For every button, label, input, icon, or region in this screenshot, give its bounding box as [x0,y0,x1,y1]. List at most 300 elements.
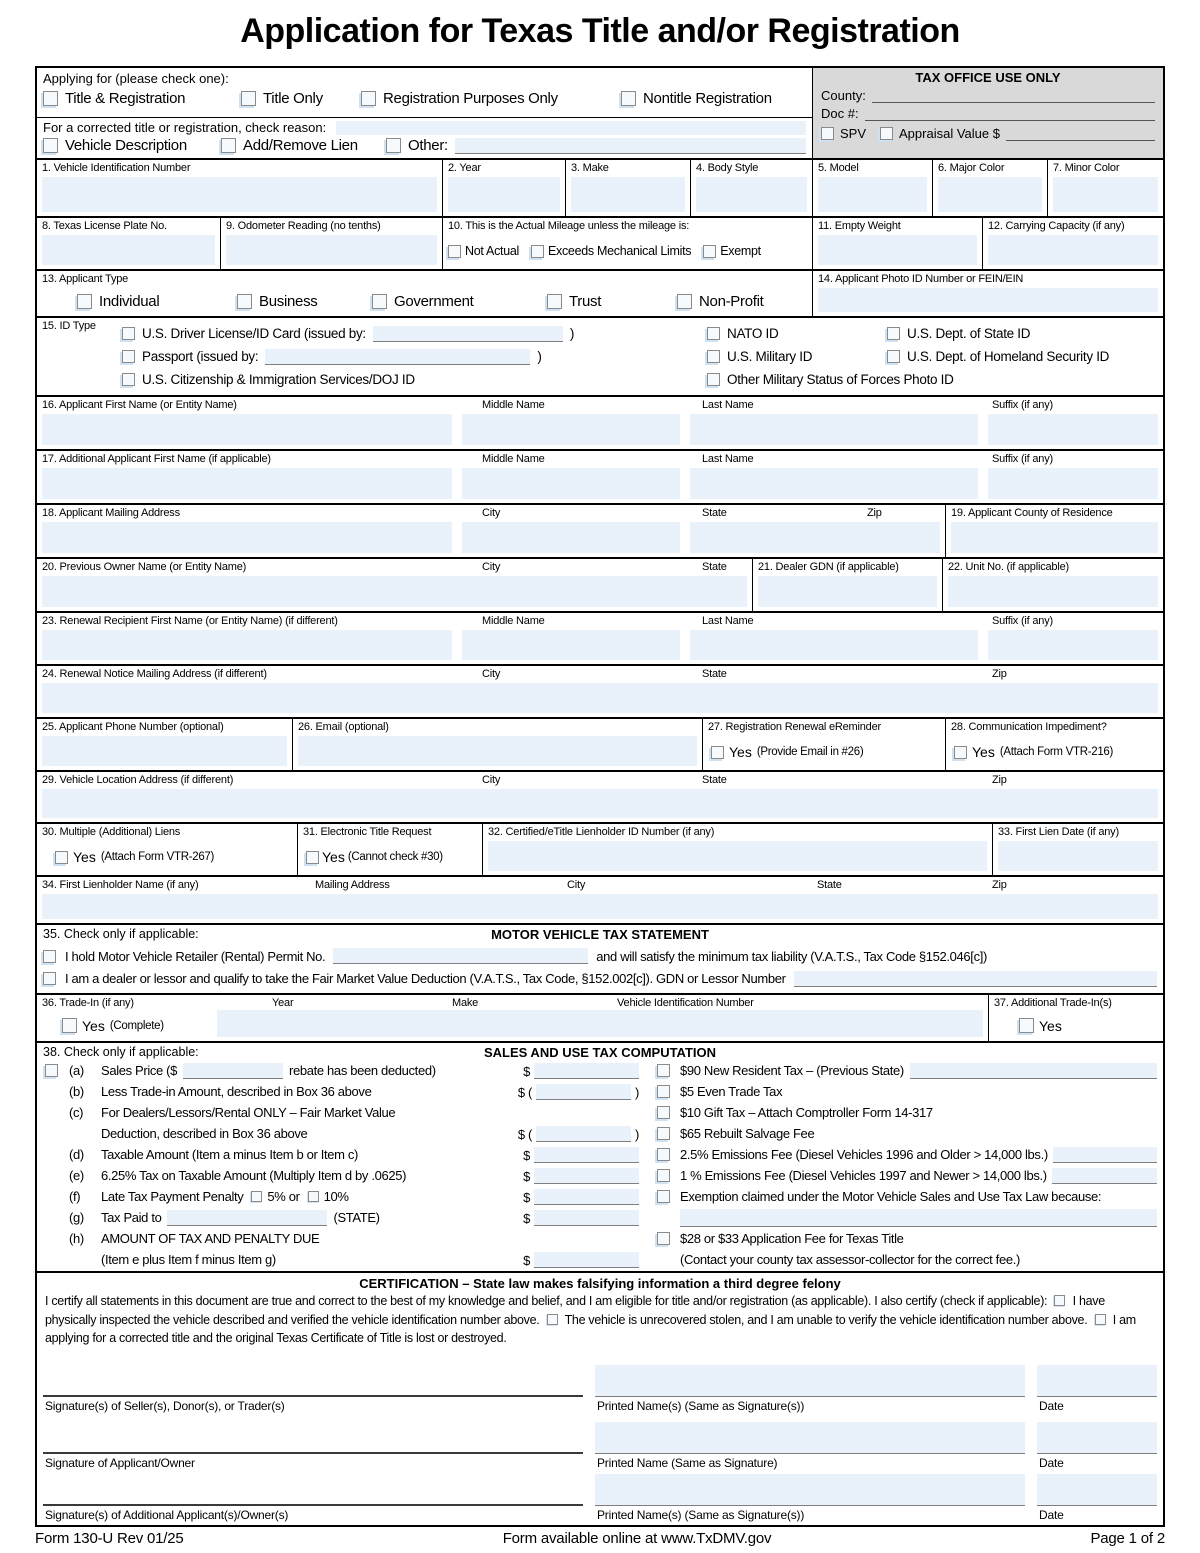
option-non-profit[interactable] [677,293,764,310]
suffix-field[interactable] [988,468,1158,499]
government-checkbox[interactable] [372,294,387,309]
mailing-address-row [37,505,1163,559]
paren: ) [537,349,542,365]
option-title-registration[interactable] [43,90,241,107]
tax-computation-heading: SALES AND USE TAX COMPUTATION [483,1045,717,1060]
yes-note: (Provide Email in #26) [756,746,864,758]
retailer-permit-option[interactable] [43,946,1157,967]
trade-in-amount-field[interactable] [536,1084,631,1100]
suffix-label: Suffix (if any) [992,399,1053,411]
dealer-gdn-label: 21. Dealer GDN (if applicable) [758,561,899,573]
body-style-field[interactable] [696,177,807,212]
tax-computation-label: 38. Check only if applicable: [43,1045,199,1059]
option-passport[interactable] [122,349,707,365]
dollar-sign: $ ( [517,1084,533,1100]
applicant-signature-line[interactable] [43,1452,583,1454]
tax-on-taxable-field[interactable] [534,1168,639,1184]
year-label: 2. Year [448,162,481,174]
option-label: U.S. Military ID [727,349,813,365]
option-business[interactable] [237,293,372,310]
option-text: $65 Rebuilt Salvage Fee [680,1126,815,1141]
dealer-gdn-field[interactable] [758,576,937,607]
even-trade-tax-checkbox[interactable] [657,1085,670,1098]
vehicle-description-checkbox[interactable] [43,138,58,153]
passport-checkbox[interactable] [122,350,135,363]
inspected-vehicle-checkbox[interactable] [1054,1295,1065,1306]
seller-date-field[interactable] [1037,1365,1157,1397]
exemption-reason-field[interactable] [680,1209,1157,1227]
major-color-field[interactable] [938,177,1042,212]
option-label: Exempt [720,244,761,258]
additional-trade-in-yes-checkbox[interactable] [1019,1018,1034,1033]
applicant-type-label: 13. Applicant Type [42,273,129,285]
tax-office-box [812,68,1163,158]
applicant-signature-label: Signature of Applicant/Owner [45,1456,195,1470]
first-lienholder-field[interactable] [42,894,1158,919]
suffix-field[interactable] [988,630,1158,660]
additional-applicant-name-row [37,451,1163,505]
driver-license-checkbox[interactable] [122,327,135,340]
trade-in-make-label: Make [452,997,479,1009]
appraisal-label: Appraisal Value $ [899,126,1000,141]
county-label: County: [821,88,866,103]
additional-date-field[interactable] [1037,1474,1157,1506]
certification-check1: I have physically inspected the vehicle described and verified the vehicle identification number above. [45,1294,1105,1327]
lienholder-id-field[interactable] [488,841,987,871]
page-footer [35,1530,1165,1547]
plate-label: 8. Texas License Plate No. [42,220,167,232]
driver-license-issuer-field[interactable] [373,326,563,342]
previous-owner-label: 20. Previous Owner Name (or Entity Name) [42,561,247,573]
item-text: 5% or [267,1189,300,1204]
trade-in-vehicle-field[interactable] [217,1010,983,1037]
appraisal-value-field[interactable] [1006,126,1155,141]
trade-in-yes-checkbox[interactable] [62,1018,77,1033]
emissions-1-option[interactable] [657,1165,1157,1186]
rebate-amount-field[interactable] [183,1063,283,1079]
fair-market-deduction-option[interactable] [43,968,1157,989]
business-checkbox[interactable] [237,294,252,309]
id-type-row [37,318,1163,397]
renewal-recipient-label: 23. Renewal Recipient First Name (or Entity Name) (if different) [42,615,338,627]
rebuilt-salvage-option[interactable] [657,1123,1157,1144]
yes-label: Yes [972,744,995,760]
doc-number-label: Doc #: [821,106,859,121]
option-other-military-status[interactable] [707,372,954,387]
carrying-capacity-field[interactable] [988,235,1158,265]
option-text: Exemption claimed under the Motor Vehicle Sales and Use Tax Law because: [680,1189,1102,1204]
option-label: NATO ID [727,326,779,342]
photo-id-field[interactable] [818,288,1158,312]
seller-signature-line[interactable] [43,1395,583,1397]
registration-purposes-checkbox[interactable] [361,91,376,106]
gift-tax-option[interactable] [657,1102,1157,1123]
minor-color-label: 7. Minor Color [1053,162,1120,174]
yes-label: Yes [82,1017,105,1034]
yes-note: (Cannot check #30) [347,851,443,863]
city-label: City [567,879,586,891]
title-registration-checkbox[interactable] [43,91,58,106]
seller-date-label: Date [1039,1399,1064,1413]
dollar-sign: $ [523,1210,530,1226]
exemption-option[interactable] [657,1186,1157,1207]
emissions-1-checkbox[interactable] [657,1169,670,1182]
option-text: $28 or $33 Application Fee for Texas Title [680,1231,904,1246]
application-fee-option[interactable] [657,1228,1157,1249]
item-key: (a) [69,1063,84,1078]
rebuilt-salvage-checkbox[interactable] [657,1127,670,1140]
option-label: Passport (issued by: [142,349,259,365]
electronic-title-yes-checkbox[interactable] [306,851,319,864]
corrected-title-checkbox[interactable] [1095,1314,1106,1325]
first-lien-date-field[interactable] [998,841,1158,871]
option-text: 2.5% Emissions Fee (Diesel Vehicles 1996 and Older > 14,000 lbs.) [680,1147,1048,1162]
tax-statement-section [37,925,1163,995]
item-key: (g) [69,1210,84,1225]
certification-section [37,1273,1163,1525]
item-key: (e) [69,1168,84,1183]
nontitle-registration-checkbox[interactable] [621,91,636,106]
trade-in-label: 36. Trade-In (if any) [42,997,134,1009]
phone-label: 25. Applicant Phone Number (optional) [42,721,224,733]
uscis-id-checkbox[interactable] [122,373,135,386]
mileage-label: 10. This is the Actual Mileage unless the mileage is: [448,220,690,232]
option-exempt[interactable] [703,244,761,258]
fmv-deduction-field[interactable] [536,1126,631,1142]
top-section [37,68,1163,160]
phone-email-row [37,719,1163,772]
odometer-label: 9. Odometer Reading (no tenths) [226,220,381,232]
electronic-title-label: 31. Electronic Title Request [303,826,432,838]
item-text: Taxable Amount (Item a minus Item b or Item c) [101,1147,359,1162]
ereminder-yes-option[interactable] [703,734,945,770]
tax-statement-label: 35. Check only if applicable: [43,927,199,941]
item-key: (f) [69,1189,81,1204]
make-field[interactable] [571,177,685,212]
corrected-reason-label: For a corrected title or registration, check reason: [43,120,327,135]
unrecovered-stolen-checkbox[interactable] [547,1314,558,1325]
option-label: U.S. Citizenship & Immigration Services/DOJ ID [142,372,415,388]
plate-field[interactable] [42,235,215,265]
ereminder-label: 27. Registration Renewal eReminder [708,721,881,733]
not-actual-checkbox[interactable] [448,245,461,258]
option-dhs-id[interactable] [887,349,1109,364]
vehicle-id-row [37,160,1163,218]
certification-check3: I am applying for a corrected title and the original Texas Certificate of Title is lost or destroyed. [45,1312,1136,1345]
zip-label: Zip [867,507,882,519]
page-title: Application for Texas Title and/or Registration [240,12,960,50]
gift-tax-checkbox[interactable] [657,1106,670,1119]
renewal-recipient-field[interactable] [42,630,452,660]
item-text: 6.25% Tax on Taxable Amount (Multiply Item d by .0625) [101,1168,407,1183]
dollar-sign: $ [523,1189,530,1205]
email-field[interactable] [298,736,697,766]
option-not-actual[interactable] [448,244,519,258]
tax-office-header: TAX OFFICE USE ONLY [915,70,1061,85]
phone-field[interactable] [42,736,287,766]
penalty-10-checkbox[interactable] [308,1191,319,1202]
application-fee-checkbox[interactable] [657,1232,670,1245]
city-field[interactable] [462,522,680,553]
amount-due-field[interactable] [534,1252,639,1268]
trade-in-yes-option[interactable] [37,1010,217,1041]
additional-trade-in-label: 37. Additional Trade-In(s) [994,997,1112,1009]
form-130u [35,66,1165,1527]
state-zip-field[interactable] [690,522,940,553]
taxable-amount-field[interactable] [534,1147,639,1163]
exempt-checkbox[interactable] [703,245,716,258]
dollar-sign: $ ( [517,1126,533,1142]
vin-field[interactable] [42,177,437,212]
make-label: 3. Make [571,162,609,174]
option-trust[interactable] [547,293,677,310]
seller-printed-name-label: Printed Name(s) (Same as Signature(s)) [597,1399,805,1413]
zip-label: Zip [992,774,1007,786]
option-label: U.S. Driver License/ID Card (issued by: [142,326,366,342]
first-name-field[interactable] [42,468,452,499]
liens-row [37,824,1163,877]
applicant-date-label: Date [1039,1456,1064,1470]
military-id-checkbox[interactable] [707,350,720,363]
fair-market-deduction-checkbox[interactable] [43,972,56,985]
option-text: $10 Gift Tax – Attach Comptroller Form 14-317 [680,1105,933,1120]
late-penalty-field[interactable] [534,1189,639,1205]
trust-checkbox[interactable] [547,294,562,309]
option-title-only[interactable] [241,90,361,107]
seller-signature-row [37,1359,1163,1416]
option-state-dept-id[interactable] [887,326,1030,341]
renewal-address-label: 24. Renewal Notice Mailing Address (if different) [42,668,267,680]
vehicle-location-field[interactable] [42,789,1158,818]
applying-for-label: Applying for (please check one): [43,71,229,86]
new-resident-tax-option[interactable] [657,1060,1157,1081]
title-only-checkbox[interactable] [241,91,256,106]
individual-checkbox[interactable] [77,294,92,309]
emissions-25-option[interactable] [657,1144,1157,1165]
option-uscis-id[interactable] [122,372,707,387]
other-reason-field[interactable] [455,138,806,154]
dollar-sign: $ [523,1063,530,1079]
county-of-residence-field[interactable] [951,522,1158,553]
trade-in-row [37,995,1163,1043]
even-trade-tax-option[interactable] [657,1081,1157,1102]
emissions-25-field[interactable] [1053,1147,1157,1163]
seller-printed-name-field[interactable] [595,1365,1025,1397]
zip-label: Zip [992,879,1007,891]
appraisal-checkbox[interactable] [880,127,893,140]
item-key: (c) [69,1105,84,1120]
other-reason-checkbox[interactable] [386,138,401,153]
option-label: Individual [99,292,160,310]
city-label: City [482,774,501,786]
last-name-label: Last Name [702,453,754,465]
email-label: 26. Email (optional) [298,721,389,733]
option-text: $90 New Resident Tax – (Previous State) [680,1063,904,1078]
multiple-liens-label: 30. Multiple (Additional) Liens [42,826,181,838]
additional-printed-name-field[interactable] [595,1474,1025,1506]
minor-color-field[interactable] [1053,177,1158,212]
applicant-printed-name-field[interactable] [595,1422,1025,1454]
tax-computation-section [37,1043,1163,1273]
spv-label: SPV [840,126,867,141]
option-label: Government [394,292,474,310]
last-name-field[interactable] [690,414,978,445]
gdn-lessor-number-field[interactable] [794,971,1157,987]
unit-no-field[interactable] [948,576,1158,607]
year-field[interactable] [448,177,560,212]
additional-date-label: Date [1039,1508,1064,1522]
exemption-checkbox[interactable] [657,1190,670,1203]
item-text: For Dealers/Lessors/Rental ONLY – Fair Market Value [101,1105,396,1120]
middle-name-label: Middle Name [482,453,545,465]
option-driver-license[interactable] [122,326,707,342]
option-label: Nontitle Registration [643,90,772,107]
option-label: Title Only [263,90,323,107]
item-text: Deduction, described in Box 36 above [101,1126,308,1141]
option-exceeds-limits[interactable] [531,244,691,258]
mailing-address-label: 18. Applicant Mailing Address [42,507,180,519]
additional-trade-in-yes-option[interactable] [989,1010,1163,1041]
item-key: (b) [69,1084,84,1099]
doc-number-field[interactable] [865,106,1155,121]
option-label: Vehicle Description [65,137,187,154]
suffix-label: Suffix (if any) [992,453,1053,465]
county-field[interactable] [872,88,1155,103]
emissions-25-checkbox[interactable] [657,1148,670,1161]
exceeds-limits-checkbox[interactable] [531,245,544,258]
lienholder-id-label: 32. Certified/eTitle Lienholder ID Number (if any) [488,826,715,838]
option-text: I hold Motor Vehicle Retailer (Rental) Permit No. [65,948,326,964]
empty-weight-field[interactable] [818,235,977,265]
middle-name-field[interactable] [462,414,680,445]
last-name-field[interactable] [690,630,978,660]
penalty-5-checkbox[interactable] [251,1191,262,1202]
nato-id-checkbox[interactable] [707,327,720,340]
last-name-field[interactable] [690,468,978,499]
electronic-title-yes-option[interactable] [298,839,482,875]
applicant-date-field[interactable] [1037,1422,1157,1454]
sales-price-checkbox[interactable] [45,1064,58,1077]
impediment-yes-checkbox[interactable] [954,746,967,759]
option-label: Add/Remove Lien [243,137,358,154]
state-label: State [702,507,727,519]
odometer-field[interactable] [226,235,437,265]
certification-check2: The vehicle is unrecovered stolen, and I am unable to verify the vehicle identification number above. [564,1312,1088,1327]
dollar-sign: $ [523,1252,530,1268]
first-lien-date-label: 33. First Lien Date (if any) [998,826,1119,838]
non-profit-checkbox[interactable] [677,294,692,309]
retailer-permit-number-field[interactable] [333,948,588,964]
certification-intro: I certify all statements in this document are true and correct to the best of my knowledge and belief, and I am eligible for title and/or registration (as applicable). I also certify (check if applicable): [45,1294,1048,1308]
item-key: (d) [69,1147,84,1162]
option-text: and will satisfy the minimum tax liability (V.A.T.S., Tax Code §152.046[c]) [596,948,987,964]
tax-computation-left [43,1060,643,1270]
option-registration-purposes[interactable] [361,90,621,107]
option-label: Other: [408,137,448,154]
option-individual[interactable] [77,293,237,310]
emissions-1-field[interactable] [1052,1168,1157,1184]
add-remove-lien-checkbox[interactable] [221,138,236,153]
option-government[interactable] [372,293,547,310]
item-text: Less Trade-in Amount, described in Box 36 above [101,1084,372,1099]
retailer-permit-checkbox[interactable] [43,950,56,963]
option-note: (Contact your county tax assessor-collector for the correct fee.) [680,1252,1020,1267]
option-label: Title & Registration [65,90,186,107]
dhs-id-checkbox[interactable] [887,350,900,363]
renewal-recipient-row [37,613,1163,666]
mailing-address-field[interactable] [42,522,452,553]
first-name-label: 17. Additional Applicant First Name (if applicable) [42,453,271,465]
id-type-label: 15. ID Type [42,320,96,332]
first-name-field[interactable] [42,414,452,445]
option-other-reason[interactable] [386,137,806,154]
dollar-sign: $ [523,1147,530,1163]
option-military-id[interactable] [707,349,887,364]
previous-state-field[interactable] [910,1063,1157,1079]
option-add-remove-lien[interactable] [221,137,386,154]
other-military-status-checkbox[interactable] [707,373,720,386]
multiple-liens-yes-checkbox[interactable] [55,851,68,864]
model-field[interactable] [818,177,927,212]
trade-in-year-label: Year [272,997,294,1009]
additional-printed-name-label: Printed Name(s) (Same as Signature(s)) [597,1508,805,1522]
tax-paid-state-field[interactable] [167,1210,327,1226]
renewal-address-field[interactable] [42,683,1158,713]
passport-issuer-field[interactable] [265,349,530,365]
paren: ) [635,1084,639,1100]
item-key: (h) [69,1231,84,1246]
empty-weight-label: 11. Empty Weight [818,220,901,232]
suffix-field[interactable] [988,414,1158,445]
option-nato-id[interactable] [707,326,887,341]
middle-name-field[interactable] [462,468,680,499]
sales-price-field[interactable] [534,1063,639,1079]
option-vehicle-description[interactable] [43,137,221,154]
ereminder-yes-checkbox[interactable] [711,746,724,759]
impediment-yes-option[interactable] [946,734,1163,770]
additional-signature-line[interactable] [43,1504,583,1506]
state-label: State [817,879,842,891]
corrected-reason-field[interactable] [336,121,806,135]
option-label: U.S. Dept. of State ID [907,326,1031,342]
multiple-liens-yes-option[interactable] [37,839,297,875]
item-text: 10% [323,1189,349,1204]
item-text: (STATE) [333,1210,380,1225]
state-dept-id-checkbox[interactable] [887,327,900,340]
applicant-signature-row [37,1416,1163,1473]
yes-label: Yes [1039,1017,1062,1034]
spv-checkbox[interactable] [821,127,834,140]
option-text: 1 % Emissions Fee (Diesel Vehicles 1997 and Newer > 14,000 lbs.) [680,1168,1047,1183]
tax-paid-field[interactable] [534,1210,639,1226]
option-nontitle-registration[interactable] [621,90,772,107]
middle-name-field[interactable] [462,630,680,660]
city-label: City [482,561,501,573]
body-style-label: 4. Body Style [696,162,759,174]
paren: ) [569,326,575,342]
first-lienholder-label: 34. First Lienholder Name (if any) [42,879,199,891]
county-of-residence-label: 19. Applicant County of Residence [951,507,1113,519]
previous-owner-field[interactable] [42,576,747,607]
new-resident-tax-checkbox[interactable] [657,1064,670,1077]
option-label: Registration Purposes Only [383,90,558,107]
applying-for-cell [37,68,812,158]
option-label: Exceeds Mechanical Limits [547,244,692,258]
state-label: State [702,668,727,680]
yes-note: (Complete) [109,1019,164,1032]
renewal-address-row [37,666,1163,719]
paren: ) [635,1126,639,1142]
